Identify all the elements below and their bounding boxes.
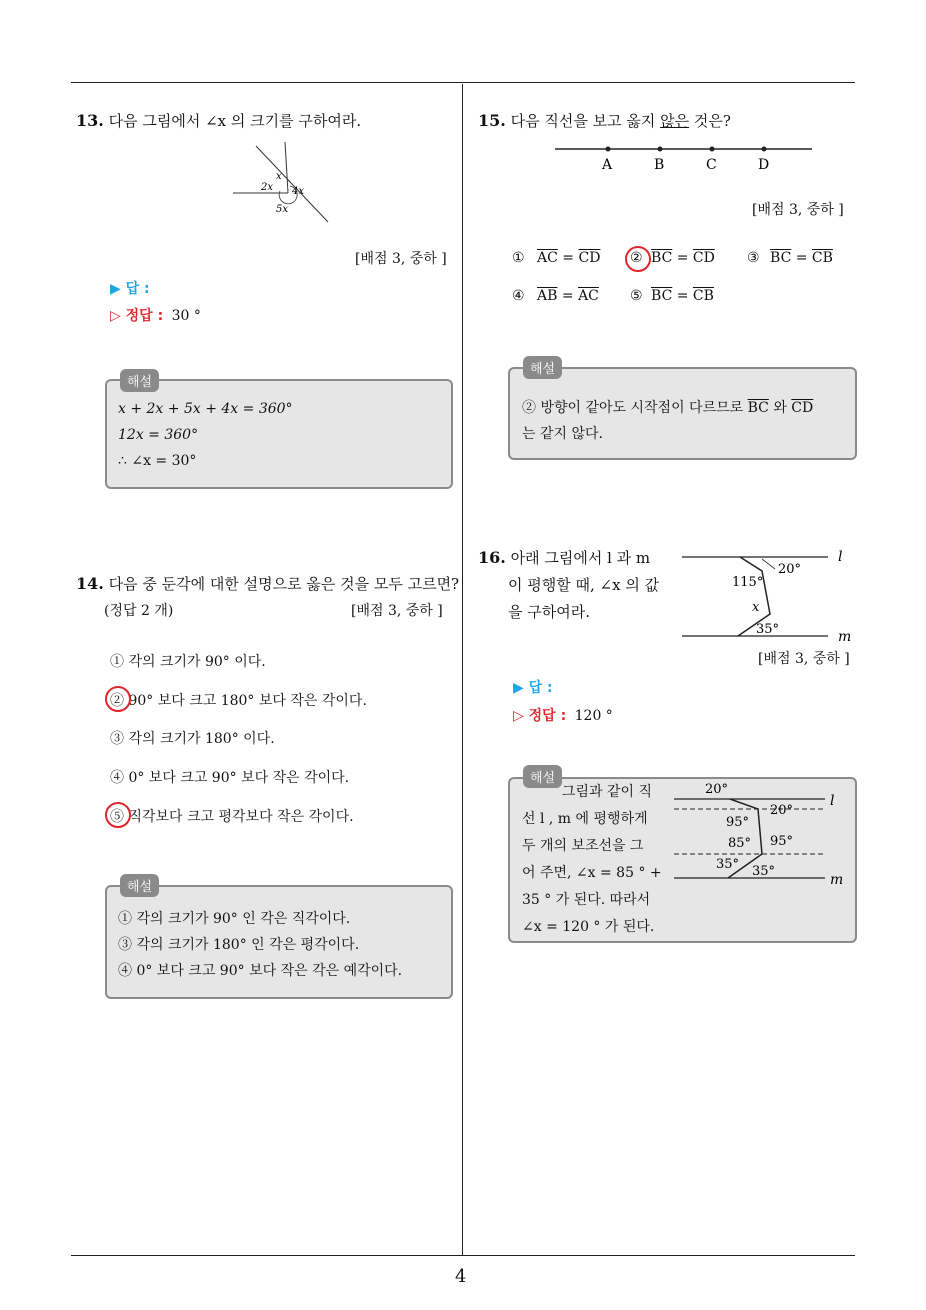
option-lhs: $\overline{BC}$ bbox=[651, 250, 673, 266]
solution-line: 35 ° 가 된다. 따라서 bbox=[522, 892, 651, 908]
selected-mark bbox=[625, 246, 651, 272]
option-4[interactable]: ④ 0° 보다 크고 90° 보다 작은 각이다. bbox=[110, 770, 350, 786]
point-label: A bbox=[602, 157, 613, 173]
question-number: 16. bbox=[478, 548, 506, 567]
option-rhs: $\overline{CB}$ bbox=[692, 288, 714, 304]
correct-label: ▷ 정답 : bbox=[110, 308, 164, 324]
solution-box bbox=[105, 379, 453, 489]
question-text: 것은? bbox=[689, 112, 731, 130]
question-text: 이 평행할 때, ∠x 의 값 bbox=[508, 576, 660, 594]
fig-label: 35° bbox=[716, 857, 740, 872]
bottom-rule bbox=[71, 1255, 855, 1256]
option-1[interactable]: ① 각의 크기가 90° 이다. bbox=[110, 654, 266, 670]
option-rhs: $\overline{CB}$ bbox=[811, 250, 833, 266]
solution-line: 선 l , m 에 평행하게 bbox=[522, 811, 648, 827]
fig-label: 115° bbox=[732, 575, 764, 590]
fig-label: 4x bbox=[292, 186, 305, 197]
option-rhs: $\overline{AC}$ bbox=[578, 288, 599, 304]
question-subtext: (정답 2 개) bbox=[104, 603, 174, 619]
option-lhs: $\overline{BC}$ bbox=[651, 288, 673, 304]
solution-box bbox=[508, 367, 857, 460]
solution-line: 어 주면, ∠x = 85 ° + bbox=[522, 865, 662, 881]
solution-line bbox=[522, 397, 813, 417]
correct-label: ▷ 정답 : bbox=[513, 708, 567, 724]
column-divider bbox=[462, 84, 463, 1256]
fig-label: 35° bbox=[756, 622, 780, 637]
score-label: [배점 3, 중하 ] bbox=[752, 202, 844, 218]
correct-answer bbox=[110, 305, 201, 325]
solution-text-block bbox=[522, 779, 662, 941]
solution-line: 두 개의 보조선을 그 bbox=[522, 838, 644, 854]
fig-label: 5x bbox=[276, 204, 289, 215]
option-5[interactable] bbox=[630, 288, 714, 304]
solution-box bbox=[508, 777, 857, 943]
question-15 bbox=[478, 110, 731, 131]
equals-sign: = bbox=[795, 250, 808, 266]
option-number: ② bbox=[630, 250, 643, 266]
solution-line: ∠x = 120 ° 가 된다. bbox=[522, 919, 655, 935]
question-14 bbox=[76, 573, 459, 594]
fig-label: x bbox=[752, 600, 760, 615]
solution-line: ④ 0° 보다 크고 90° 보다 작은 각은 예각이다. bbox=[118, 963, 403, 979]
option-lhs: $\overline{BC}$ bbox=[770, 250, 792, 266]
question-number: 15. bbox=[478, 111, 506, 130]
question-13 bbox=[76, 110, 361, 131]
point-label: D bbox=[758, 157, 770, 173]
angle-figure bbox=[228, 142, 338, 226]
option-1[interactable] bbox=[512, 250, 600, 266]
equals-sign: = bbox=[562, 250, 575, 266]
option-number: ⑤ bbox=[630, 288, 643, 304]
option-number: ③ bbox=[747, 250, 760, 266]
solution-vector: $\overline{CD}$ bbox=[791, 400, 814, 416]
option-4[interactable] bbox=[512, 288, 599, 304]
selected-mark bbox=[105, 802, 131, 828]
solution-figure bbox=[670, 779, 855, 891]
selected-mark bbox=[105, 686, 131, 712]
solution-vector: $\overline{BC}$ bbox=[747, 400, 769, 416]
solution-tag: 해설 bbox=[120, 369, 159, 392]
question-text-underlined: 않은 bbox=[660, 112, 690, 130]
fig-label: 20° bbox=[778, 562, 802, 577]
solution-line: ③ 각의 크기가 180° 인 각은 평각이다. bbox=[118, 937, 360, 953]
option-lhs: $\overline{AB}$ bbox=[537, 288, 558, 304]
solution-tag: 해설 bbox=[523, 765, 562, 788]
question-16 bbox=[478, 544, 659, 626]
option-2[interactable]: ② 90° 보다 크고 180° 보다 작은 각이다. bbox=[110, 693, 367, 709]
parallel-lines-figure bbox=[680, 545, 855, 645]
solution-line: x + 2x + 5x + 4x = 360° bbox=[118, 401, 293, 417]
score-label: [배점 3, 중하 ] bbox=[758, 651, 850, 667]
question-text: 을 구하여라. bbox=[508, 603, 590, 621]
answer-label: ▶ 답 : bbox=[513, 680, 553, 696]
fig-label: 35° bbox=[752, 864, 776, 879]
option-number: ④ bbox=[512, 288, 525, 304]
answer-label: ▶ 답 : bbox=[110, 281, 150, 297]
score-label: [배점 3, 중하 ] bbox=[355, 251, 447, 267]
option-rhs: $\overline{CD}$ bbox=[578, 250, 601, 266]
equals-sign: = bbox=[561, 288, 574, 304]
option-lhs: $\overline{AC}$ bbox=[537, 250, 558, 266]
correct-answer bbox=[513, 705, 613, 725]
solution-line: 12x = 360° bbox=[118, 427, 199, 443]
solution-line: 그림과 같이 직 bbox=[562, 784, 653, 800]
fig-label: x bbox=[276, 171, 282, 182]
question-number: 14. bbox=[76, 574, 104, 593]
fig-label: m bbox=[838, 629, 852, 645]
point-label: C bbox=[706, 157, 717, 173]
option-5[interactable]: ⑤ 직각보다 크고 평각보다 작은 각이다. bbox=[110, 809, 354, 825]
fig-label: 85° bbox=[728, 836, 752, 851]
question-text: 다음 중 둔각에 대한 설명으로 옳은 것을 모두 고르면? bbox=[108, 575, 460, 593]
fig-label: 20° bbox=[770, 803, 794, 818]
solution-text: 와 bbox=[773, 400, 787, 416]
line-figure bbox=[550, 140, 816, 176]
question-text: 다음 그림에서 ∠x 의 크기를 구하여라. bbox=[108, 112, 362, 130]
question-number: 13. bbox=[76, 111, 104, 130]
fig-label: 95° bbox=[726, 815, 750, 830]
fig-label: l bbox=[830, 793, 835, 809]
fig-label: 20° bbox=[705, 782, 729, 797]
solution-text: ② 방향이 같아도 시작점이 다르므로 bbox=[522, 400, 744, 416]
solution-line: ① 각의 크기가 90° 인 각은 직각이다. bbox=[118, 911, 351, 927]
correct-value: 120 ° bbox=[574, 708, 613, 724]
option-rhs: $\overline{CD}$ bbox=[692, 250, 715, 266]
fig-label: 2x bbox=[261, 182, 274, 193]
solution-line: ∴ ∠x = 30° bbox=[118, 453, 197, 469]
fig-label: 95° bbox=[770, 834, 794, 849]
solution-tag: 해설 bbox=[523, 356, 562, 379]
fig-label: m bbox=[830, 872, 844, 888]
solution-tag: 해설 bbox=[120, 874, 159, 897]
solution-line: 는 같지 않다. bbox=[522, 426, 603, 442]
correct-value: 30 ° bbox=[171, 308, 201, 324]
score-label: [배점 3, 중하 ] bbox=[351, 603, 443, 619]
equals-sign: = bbox=[676, 250, 689, 266]
question-text: 다음 직선을 보고 옳지 bbox=[510, 112, 661, 130]
fig-label: l bbox=[838, 549, 843, 565]
option-3[interactable] bbox=[747, 250, 833, 266]
point-label: B bbox=[654, 157, 665, 173]
question-text: 아래 그림에서 l 과 m bbox=[510, 549, 651, 567]
page-number: 4 bbox=[455, 1266, 467, 1287]
option-number: ① bbox=[512, 250, 525, 266]
top-rule bbox=[71, 82, 855, 83]
solution-box bbox=[105, 885, 453, 999]
equals-sign: = bbox=[676, 288, 689, 304]
option-3[interactable]: ③ 각의 크기가 180° 이다. bbox=[110, 731, 275, 747]
